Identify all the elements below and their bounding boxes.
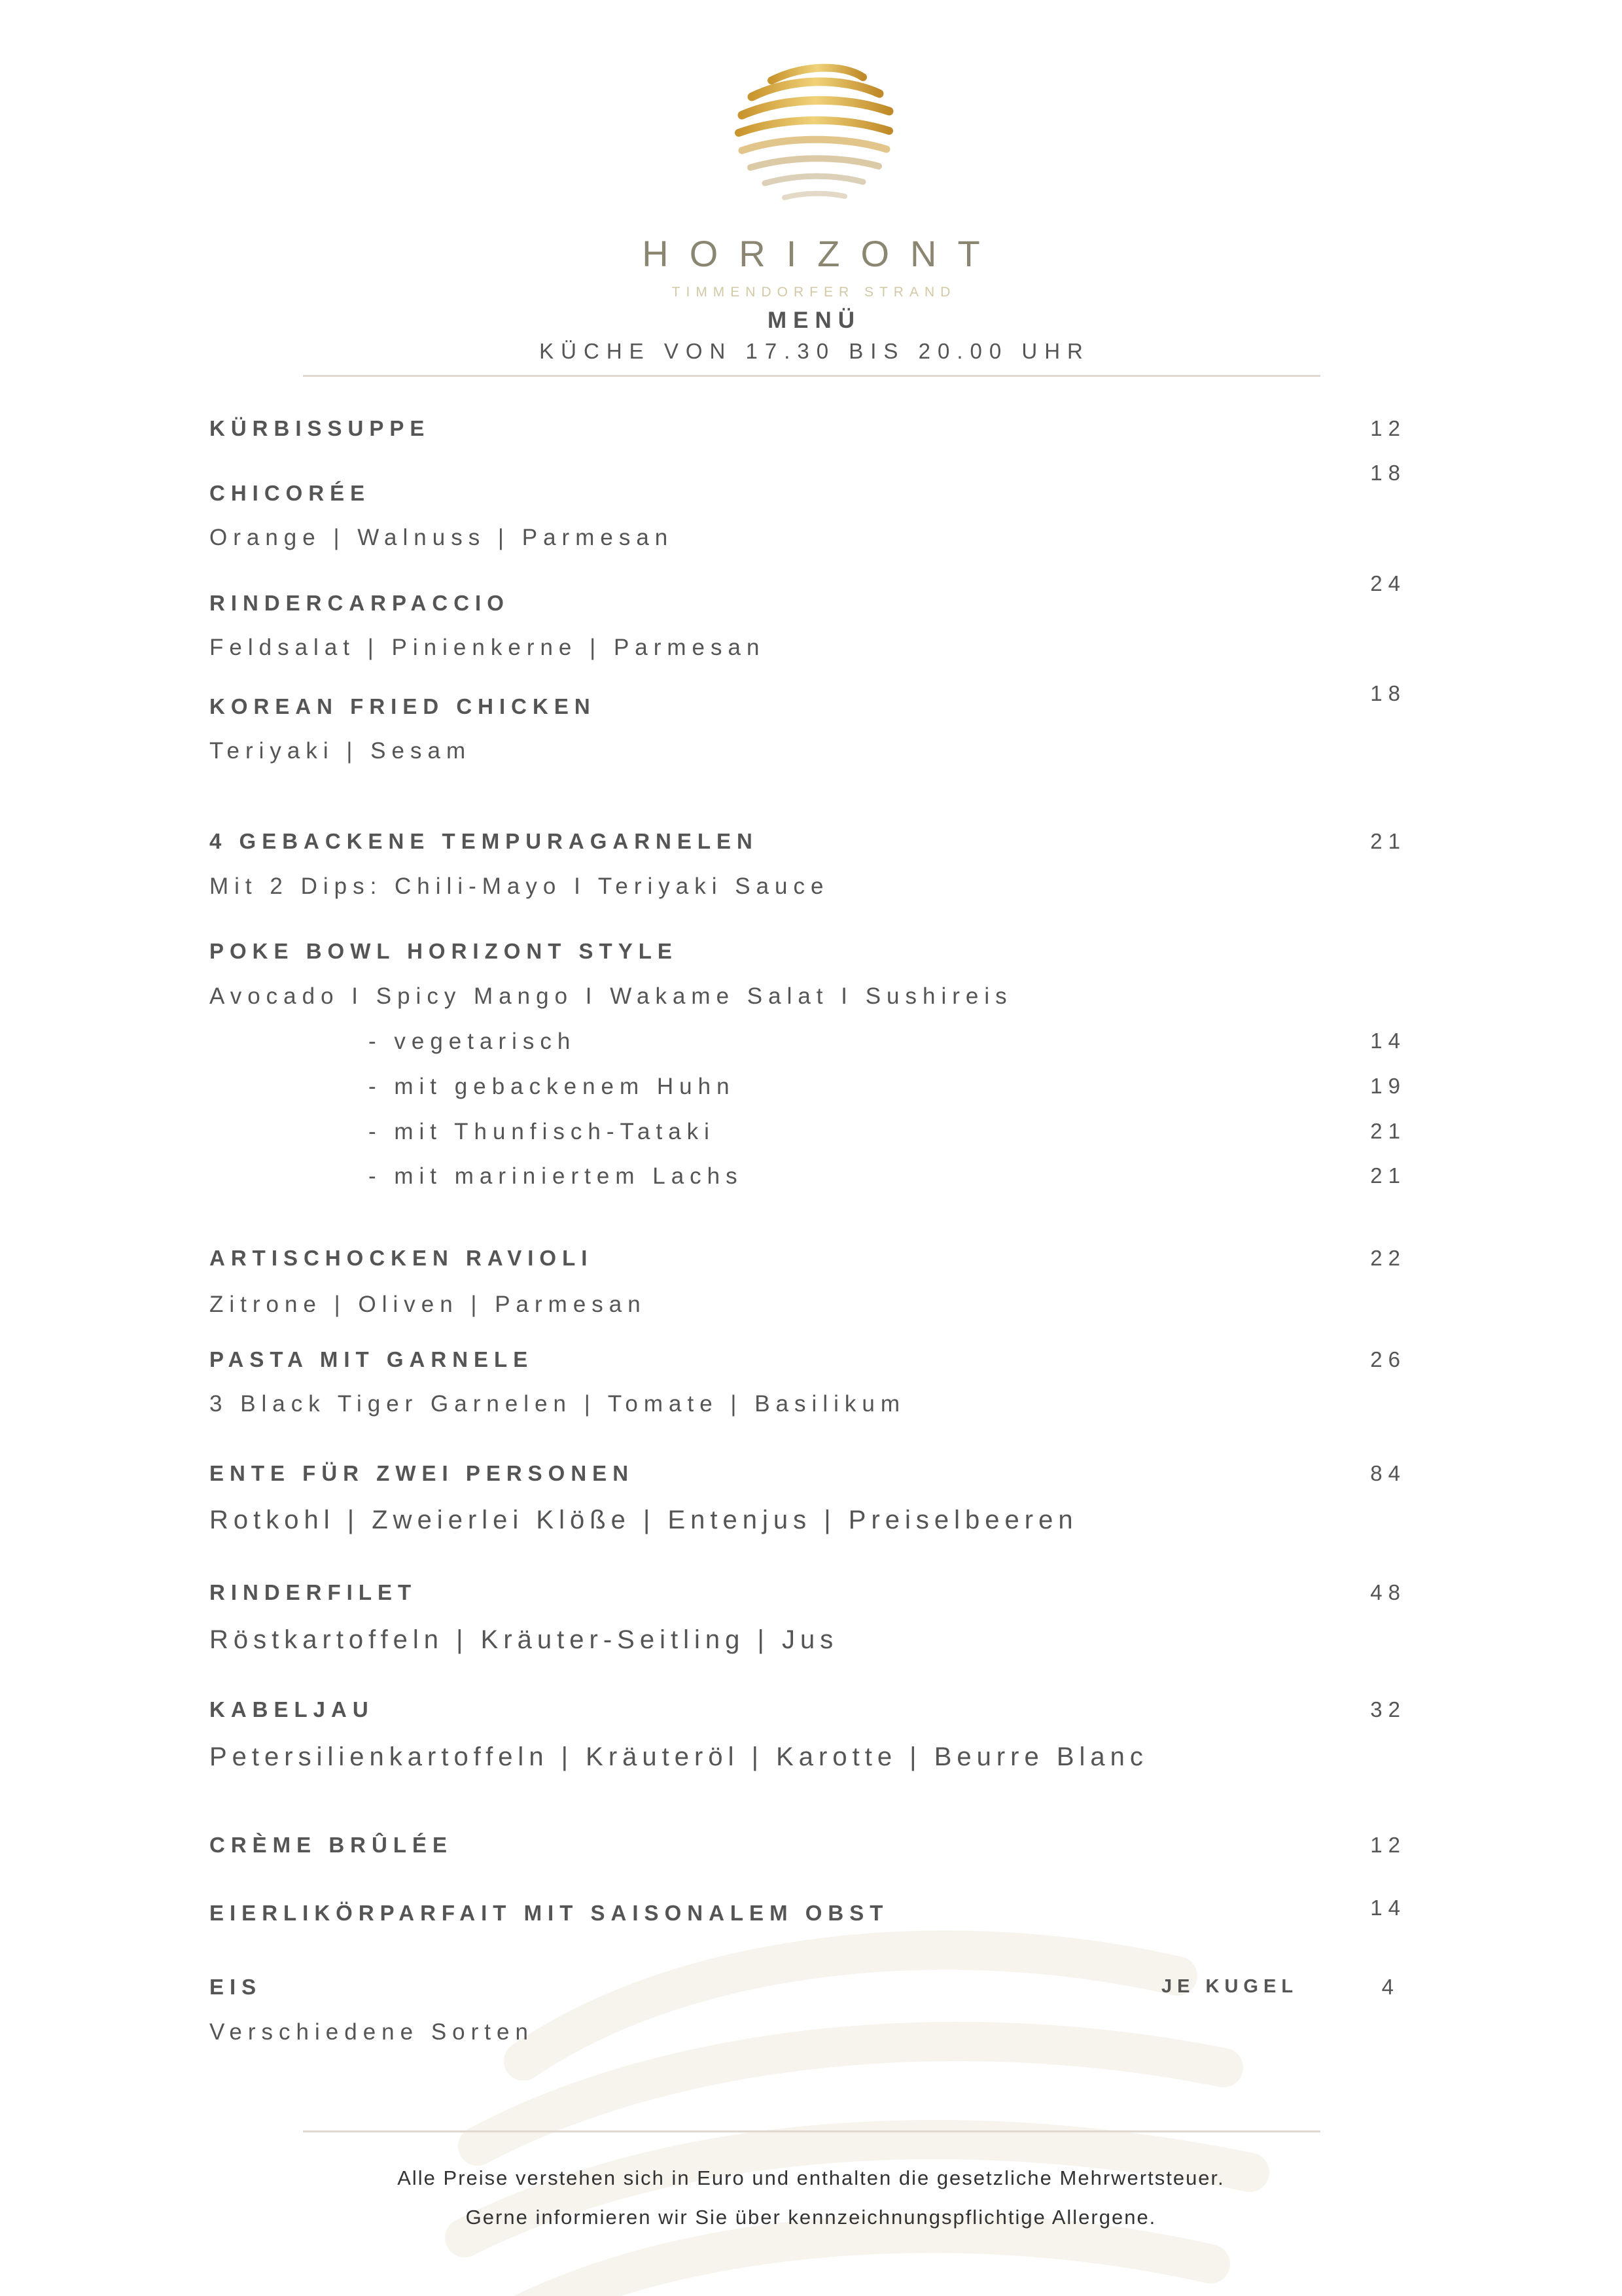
- footer-note-prices: Alle Preise verstehen sich in Euro und enthalten die gesetzliche Mehrwertsteuer.: [397, 2166, 1225, 2189]
- item-price: 48: [1370, 1580, 1406, 1604]
- item-price: 26: [1370, 1347, 1406, 1371]
- item-name: 4 GEBACKENE TEMPURAGARNELEN: [209, 829, 758, 853]
- watermark-logo: [425, 1898, 1276, 2296]
- item-description: Feldsalat | Pinienkerne | Parmesan: [209, 635, 766, 660]
- item-name: RINDERCARPACCIO: [209, 591, 510, 615]
- item-price: 18: [1370, 461, 1406, 485]
- option-label: - mit Thunfisch-Tataki: [368, 1119, 715, 1144]
- item-name: EIS: [209, 1975, 262, 1999]
- option-price: 21: [1370, 1119, 1406, 1143]
- option-price: 19: [1370, 1074, 1406, 1098]
- item-name: POKE BOWL HORIZONT STYLE: [209, 939, 678, 963]
- item-description: Orange | Walnuss | Parmesan: [209, 525, 674, 550]
- item-price: 18: [1370, 681, 1406, 705]
- item-description: Mit 2 Dips: Chili-Mayo I Teriyaki Sauce: [209, 874, 830, 899]
- item-description: Petersilienkartoffeln | Kräuteröl | Karotte | Beurre Blanc: [209, 1742, 1148, 1771]
- item-description: Verschiedene Sorten: [209, 2019, 534, 2045]
- item-price: 84: [1370, 1461, 1406, 1485]
- item-name: CRÈME BRÛLÉE: [209, 1833, 453, 1857]
- item-name: KÜRBISSUPPE: [209, 416, 431, 440]
- item-name: ARTISCHOCKEN RAVIOLI: [209, 1246, 593, 1270]
- item-description: Zitrone | Oliven | Parmesan: [209, 1292, 646, 1317]
- item-description: Teriyaki | Sesam: [209, 738, 472, 764]
- item-description: Rotkohl | Zweierlei Klöße | Entenjus | Preiselbeeren: [209, 1506, 1078, 1534]
- item-description: 3 Black Tiger Garnelen | Tomate | Basilikum: [209, 1391, 906, 1417]
- item-price: 12: [1370, 1833, 1406, 1857]
- item-unit: JE KUGEL: [1161, 1976, 1299, 1997]
- menu-title: MENÜ: [767, 308, 862, 333]
- item-name: KOREAN FRIED CHICKEN: [209, 694, 596, 718]
- brand-name: HORIZONT: [642, 233, 1001, 274]
- item-name: ENTE FÜR ZWEI PERSONEN: [209, 1461, 635, 1485]
- divider-top: [303, 375, 1320, 377]
- item-price: 22: [1370, 1246, 1406, 1270]
- item-price: 32: [1370, 1697, 1406, 1722]
- option-label: - vegetarisch: [368, 1029, 576, 1054]
- item-description: Avocado I Spicy Mango I Wakame Salat I Sushireis: [209, 983, 1013, 1009]
- item-price: 14: [1370, 1896, 1406, 1920]
- item-name: RINDERFILET: [209, 1580, 417, 1604]
- option-price: 21: [1370, 1163, 1406, 1188]
- item-price: 4: [1381, 1975, 1400, 1999]
- item-name: CHICORÉE: [209, 481, 371, 505]
- option-label: - mit gebackenem Huhn: [368, 1074, 735, 1099]
- footer-note-allergens: Gerne informieren wir Sie über kennzeichnungspflichtige Allergene.: [465, 2206, 1157, 2229]
- item-price: 24: [1370, 571, 1406, 595]
- item-name: PASTA MIT GARNELE: [209, 1347, 534, 1371]
- kitchen-hours: KÜCHE VON 17.30 BIS 20.00 UHR: [539, 339, 1090, 363]
- option-price: 14: [1370, 1029, 1406, 1053]
- divider-bottom: [303, 2130, 1320, 2132]
- item-price: 21: [1370, 829, 1406, 853]
- item-name: EIERLIKÖRPARFAIT MIT SAISONALEM OBST: [209, 1901, 889, 1925]
- item-price: 12: [1370, 416, 1406, 440]
- item-description: Röstkartoffeln | Kräuter-Seitling | Jus: [209, 1625, 839, 1654]
- item-name: KABELJAU: [209, 1697, 374, 1722]
- brand-subtitle: TIMMENDORFER STRAND: [671, 285, 957, 300]
- horizont-logo: [732, 58, 896, 215]
- option-label: - mit mariniertem Lachs: [368, 1163, 743, 1189]
